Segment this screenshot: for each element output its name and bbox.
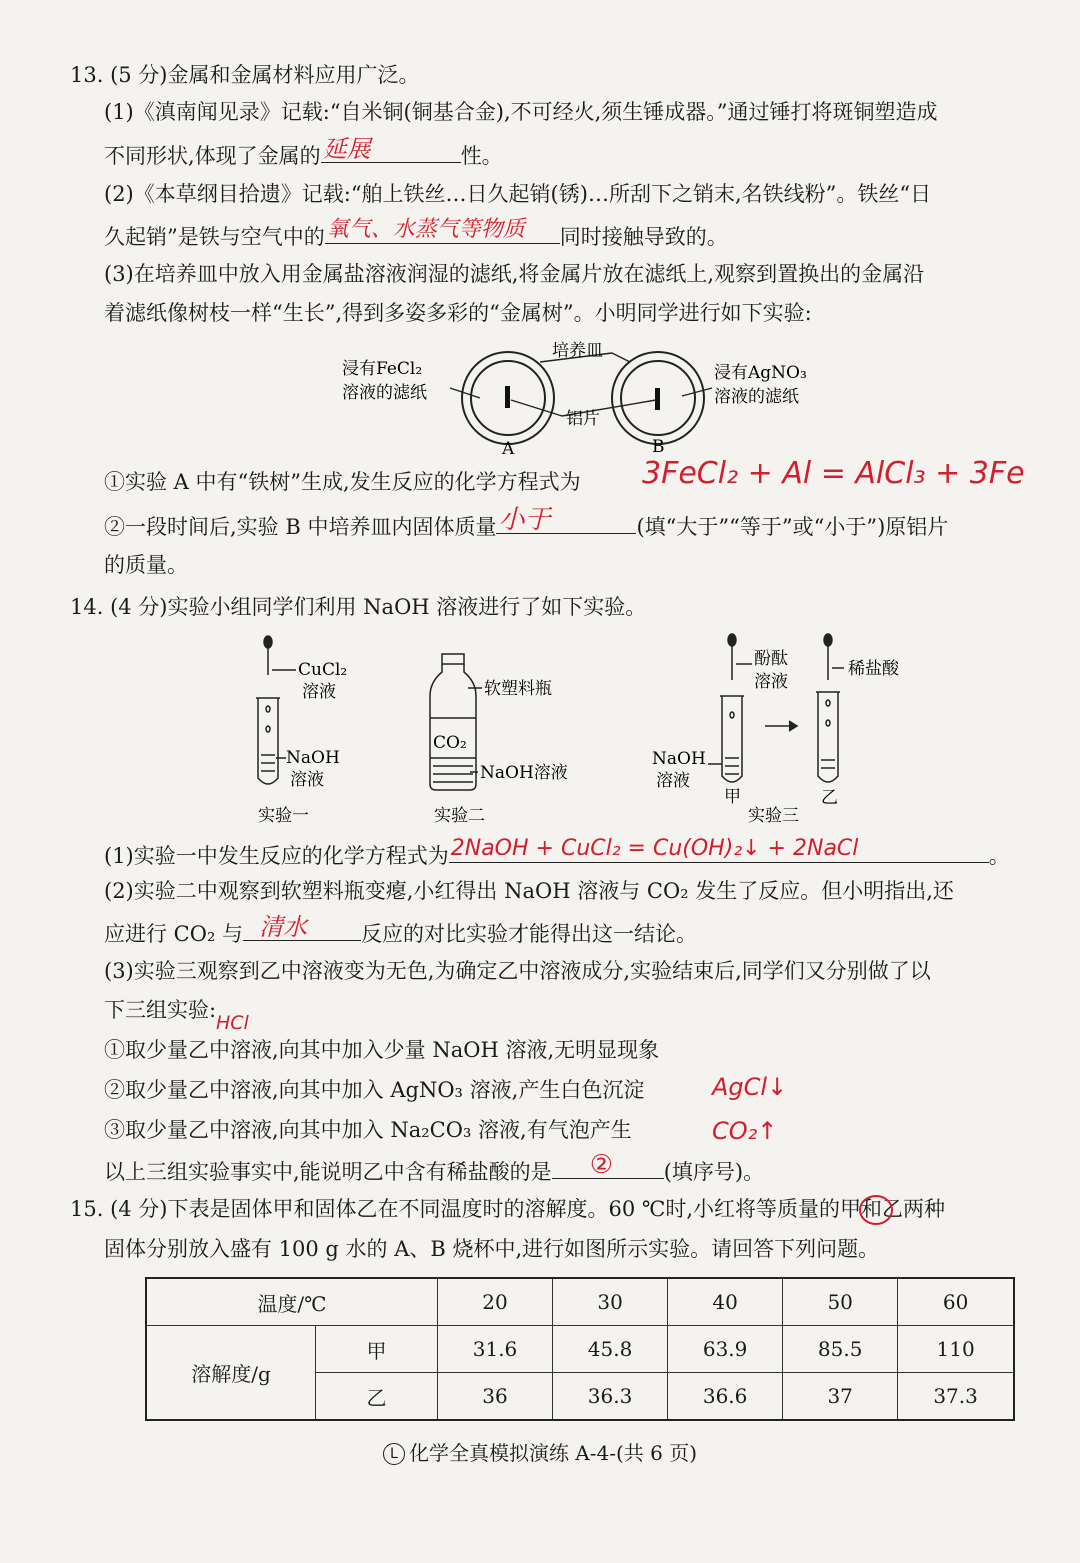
q13-s1-answer: 3FeCl₂ + Al = AlCl₃ + 3Fe [642, 456, 1025, 491]
e3-label-jia: 甲 [724, 787, 741, 807]
e1-label-naoh: NaOH [286, 748, 340, 768]
label-agno3-1: 浸有AgNO₃ [714, 363, 807, 383]
e3-label-phenol1: 酚酞 [754, 649, 788, 669]
q14-item1: ①取少量乙中溶液,向其中加入少量 NaOH 溶液,无明显现象 [104, 1038, 660, 1062]
q13-p1-blank [321, 135, 461, 163]
al-strip-b [655, 388, 660, 410]
label-dish: 培养皿 [552, 341, 603, 361]
q13-p2-line1: (2)《本草纲目拾遗》记载:“舶上铁丝…日久起销(锈)…所刮下之销末,名铁线粉”。铁丝“日 [104, 182, 932, 206]
q14-item2: ②取少量乙中溶液,向其中加入 AgNO₃ 溶液,产生白色沉淀 [104, 1078, 645, 1102]
label-fecl2-2: 溶液的滤纸 [342, 383, 427, 403]
temp-cell: 30 [553, 1278, 668, 1326]
al-strip-a [505, 386, 510, 408]
note-co2: CO₂↑ [712, 1117, 778, 1145]
q15-line2: 固体分别放入盛有 100 g 水的 A、B 烧杯中,进行如图所示实验。请回答下列问题。 [104, 1237, 880, 1261]
temp-cell: 50 [783, 1278, 898, 1326]
table-cell: 85.5 [783, 1326, 898, 1373]
e3-label-sol: 溶液 [656, 771, 690, 791]
table-cell: 45.8 [553, 1326, 668, 1373]
e2-label-naoh: NaOH溶液 [480, 763, 568, 783]
e2-label-co2: CO₂ [433, 733, 467, 753]
q14-header: 14. (4 分)实验小组同学们利用 NaOH 溶液进行了如下实验。 [70, 595, 647, 619]
q14-conclusion-answer: ② [589, 1150, 613, 1180]
table-row [146, 1326, 1014, 1373]
e3-label-naoh: NaOH [652, 749, 706, 769]
footer-text: 化学全真模拟演练 A-4-(共 6 页) [408, 1441, 698, 1465]
row-label-yi: 乙 [316, 1373, 438, 1421]
caption-exp3: 实验三 [748, 806, 799, 826]
label-b: B [652, 437, 665, 457]
label-al: 铝片 [566, 409, 600, 429]
q15-line1: 15. (4 分)下表是固体甲和固体乙在不同温度时的溶解度。60 ℃时,小红将等质量的甲和乙两种 [70, 1197, 946, 1221]
table-cell: 36.3 [553, 1373, 668, 1421]
e2-label-bottle: 软塑料瓶 [484, 679, 552, 699]
caption-exp1: 实验一 [258, 806, 309, 826]
q13-s2-blank [496, 505, 636, 535]
q13-header: 13. (5 分)金属和金属材料应用广泛。 [70, 63, 420, 87]
e1-label-sol2: 溶液 [290, 770, 324, 790]
temp-header: 温度/℃ [146, 1278, 438, 1326]
label-a: A [502, 439, 515, 459]
table-cell: 37 [783, 1373, 898, 1421]
label-agno3-2: 溶液的滤纸 [714, 387, 799, 407]
caption-exp2: 实验二 [434, 806, 485, 826]
q13-p1-line2: 不同形状,体现了金属的 延展 性。 [104, 135, 503, 168]
solubility-label: 溶解度/g [146, 1326, 316, 1421]
table-row [146, 1278, 1014, 1326]
q14-p2-line2: 应进行 CO₂ 与 清水 反应的对比实验才能得出这一结论。 [104, 913, 698, 946]
q14-p1-answer: 2NaOH + CuCl₂ = Cu(OH)₂↓ + 2NaCl [450, 836, 859, 861]
q13-p2-blank [325, 219, 560, 244]
q13-s1: ①实验 A 中有“铁树”生成,发生反应的化学方程式为 [104, 470, 581, 494]
label-fecl2-1: 浸有FeCl₂ [342, 359, 423, 379]
petri-dish-figure [330, 336, 830, 461]
q14-p2-blank [243, 913, 361, 941]
q14-p3-line2: 下三组实验: [104, 998, 217, 1022]
q13-p3-line1: (3)在培养皿中放入用金属盐溶液润湿的滤纸,将金属片放在滤纸上,观察到置换出的金属沿 [104, 262, 925, 286]
q13-p2-line2: 久起销”是铁与空气中的 氧气、水蒸气等物质 同时接触导致的。 [104, 217, 728, 249]
e3-label-yi: 乙 [821, 788, 838, 808]
q14-p1-blank [449, 838, 989, 863]
q14-conclusion: 以上三组实验事实中,能说明乙中含有稀盐酸的是 ② (填序号)。 [104, 1150, 765, 1184]
q13-p3-line2: 着滤纸像树枝一样“生长”,得到多姿多彩的“金属树”。小明同学进行如下实验: [104, 301, 812, 325]
e3-label-hcl: 稀盐酸 [848, 659, 899, 679]
e3-label-phenol2: 溶液 [754, 672, 788, 692]
temp-cell: 60 [898, 1278, 1014, 1326]
q14-conclusion-blank [552, 1150, 664, 1180]
table-cell: 37.3 [898, 1373, 1014, 1421]
note-agcl: AgCl↓ [712, 1073, 788, 1101]
table-cell: 31.6 [438, 1326, 553, 1373]
table-cell: 63.9 [668, 1326, 783, 1373]
e1-label-cucl2: CuCl₂ [298, 660, 348, 680]
circle-l-icon: L [383, 1443, 405, 1465]
q13-s2-answer: 小于 [498, 505, 551, 535]
q14-p1: (1)实验一中发生反应的化学方程式为 2NaOH + CuCl₂ = Cu(OH)₂↓ + 2NaCl 。 [104, 836, 1010, 868]
q14-p3-line1: (3)实验三观察到乙中溶液变为无色,为确定乙中溶液成分,实验结束后,同学们又分别做了以 [104, 959, 931, 983]
handwritten-circle-mark [858, 1193, 894, 1227]
naoh-experiments-figure [220, 630, 940, 835]
q14-p2-answer: 清水 [259, 913, 308, 941]
temp-cell: 20 [438, 1278, 553, 1326]
q13-p1-answer: 延展 [322, 135, 371, 163]
solubility-table [145, 1277, 1015, 1421]
q13-s2-line2: 的质量。 [104, 553, 188, 577]
q14-p2-line1: (2)实验二中观察到软塑料瓶变瘪,小红得出 NaOH 溶液与 CO₂ 发生了反应。但小明指出,还 [104, 879, 954, 903]
q14-item3: ③取少量乙中溶液,向其中加入 Na₂CO₃ 溶液,有气泡产生 [104, 1118, 632, 1142]
temp-cell: 40 [668, 1278, 783, 1326]
table-cell: 110 [898, 1326, 1014, 1373]
q13-s2: ②一段时间后,实验 B 中培养皿内固体质量 小于 (填“大于”“等于”或“小于”)原铝片 [104, 505, 949, 539]
table-cell: 36.6 [668, 1373, 783, 1421]
row-label-jia: 甲 [316, 1326, 438, 1373]
table-cell: 36 [438, 1373, 553, 1421]
e1-label-sol1: 溶液 [302, 682, 336, 702]
q13-p2-answer: 氧气、水蒸气等物质 [326, 217, 525, 242]
q13-p1-line1: (1)《滇南闻见录》记载:“自米铜(铜基合金),不可经火,须生锤成器。”通过锤打将斑铜塑造成 [104, 100, 938, 124]
note-hcl: HCl [216, 1012, 249, 1034]
page-footer [0, 1437, 1080, 1466]
